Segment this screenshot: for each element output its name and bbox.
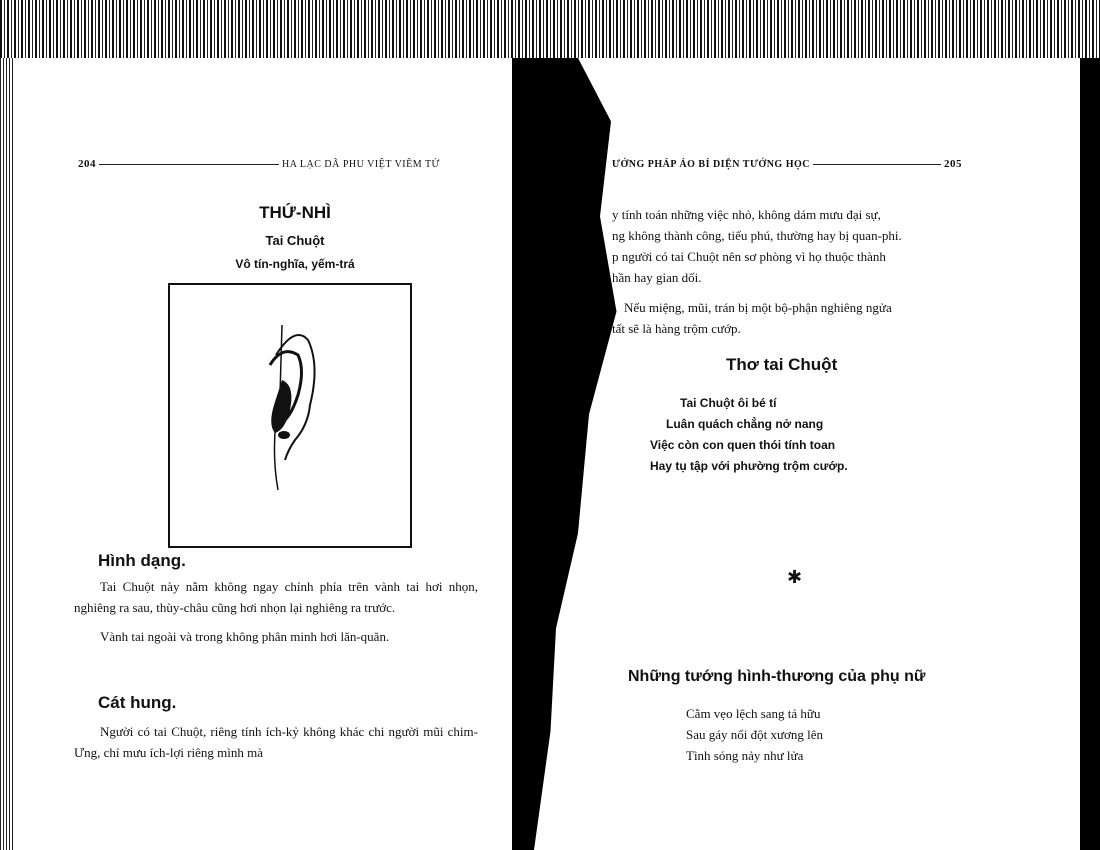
section-tagline: Vô tín-nghĩa, yếm-trá bbox=[235, 257, 355, 271]
left-header-text: HA LẠC DÃ PHU VIỆT VIÊM TỬ bbox=[282, 159, 440, 170]
heading-shape: Hình dạng. bbox=[98, 551, 186, 570]
fortune-text-block bbox=[74, 721, 478, 771]
right-header-text: ƯỚNG PHÁP ÁO BÍ DIỆN TƯỚNG HỌC bbox=[612, 159, 810, 170]
poem-block bbox=[650, 393, 848, 477]
left-running-header bbox=[78, 158, 440, 170]
poem-line: Việc còn con quen thói tính toan bbox=[650, 438, 836, 452]
left-page-number: 204 bbox=[78, 158, 96, 170]
text-line: ng không thành công, tiểu phú, thường hay bị quan-phi. bbox=[612, 228, 902, 243]
text-line: hần hay gian dối. bbox=[612, 270, 702, 285]
text-line: Nếu miệng, mũi, trán bị một bộ-phận nghiêng ngửa bbox=[624, 300, 892, 315]
right-page-number: 205 bbox=[943, 158, 962, 170]
scanner-edge-left bbox=[0, 58, 14, 850]
right-running-header bbox=[612, 158, 962, 170]
section-2-title: Những tướng hình-thương của phụ nữ bbox=[628, 668, 926, 685]
shape-paragraph: Vành tai ngoài và trong không phân minh hơi lăn-quăn. bbox=[100, 629, 390, 644]
verse-line: Sau gáy nổi đột xương lên bbox=[686, 727, 824, 742]
poem-line: Tai Chuột ôi bé tí bbox=[680, 396, 777, 410]
shape-text-block bbox=[74, 576, 478, 655]
poem-line: Luân quách chẳng nở nang bbox=[666, 417, 824, 431]
verse-line: Tình sóng nảy như lửa bbox=[686, 748, 804, 763]
shape-paragraph: Tai Chuột này nằm không ngay chính phía trên vành tai hơi nhọn, nghiêng ra sau, thùy-châu cũng hơi nhọn lại nghiêng ra trước. bbox=[74, 579, 478, 615]
header-rule bbox=[813, 164, 941, 165]
asterisk-ornament-icon: ✱ bbox=[787, 567, 803, 587]
text-line: p người có tai Chuột nên sơ phòng vì họ thuộc thành bbox=[612, 249, 886, 264]
text-line: tất sẽ là hàng trộm cướp. bbox=[612, 321, 741, 336]
section-subtitle: Tai Chuột bbox=[265, 233, 325, 248]
book-gutter-shadow bbox=[512, 58, 622, 850]
right-page-edge bbox=[1080, 58, 1100, 850]
text-line: y tính toán những việc nhỏ, không dám mưu đại sự, bbox=[612, 207, 881, 222]
poem-line: Hay tụ tập với phường trộm cướp. bbox=[650, 459, 848, 473]
fortune-paragraph: Người có tai Chuột, riêng tính ích-kỷ không khác chi người mũi chim-Ưng, chỉ mưu ích-lợi riêng mình mà bbox=[74, 724, 478, 760]
paragraph-2-block bbox=[612, 297, 1002, 339]
ear-figure-frame bbox=[168, 283, 412, 548]
scanner-edge-top bbox=[0, 0, 1100, 58]
opening-text-block bbox=[612, 204, 1002, 288]
section-title: THỨ-NHÌ bbox=[259, 203, 331, 222]
ear-illustration-icon bbox=[170, 285, 410, 546]
heading-fortune: Cát hung. bbox=[98, 693, 177, 712]
verse-line: Cằm vẹo lệch sang tả hữu bbox=[686, 706, 821, 721]
header-rule bbox=[99, 164, 279, 165]
poem-title: Thơ tai Chuột bbox=[726, 355, 838, 374]
section-2-verse bbox=[686, 703, 823, 766]
